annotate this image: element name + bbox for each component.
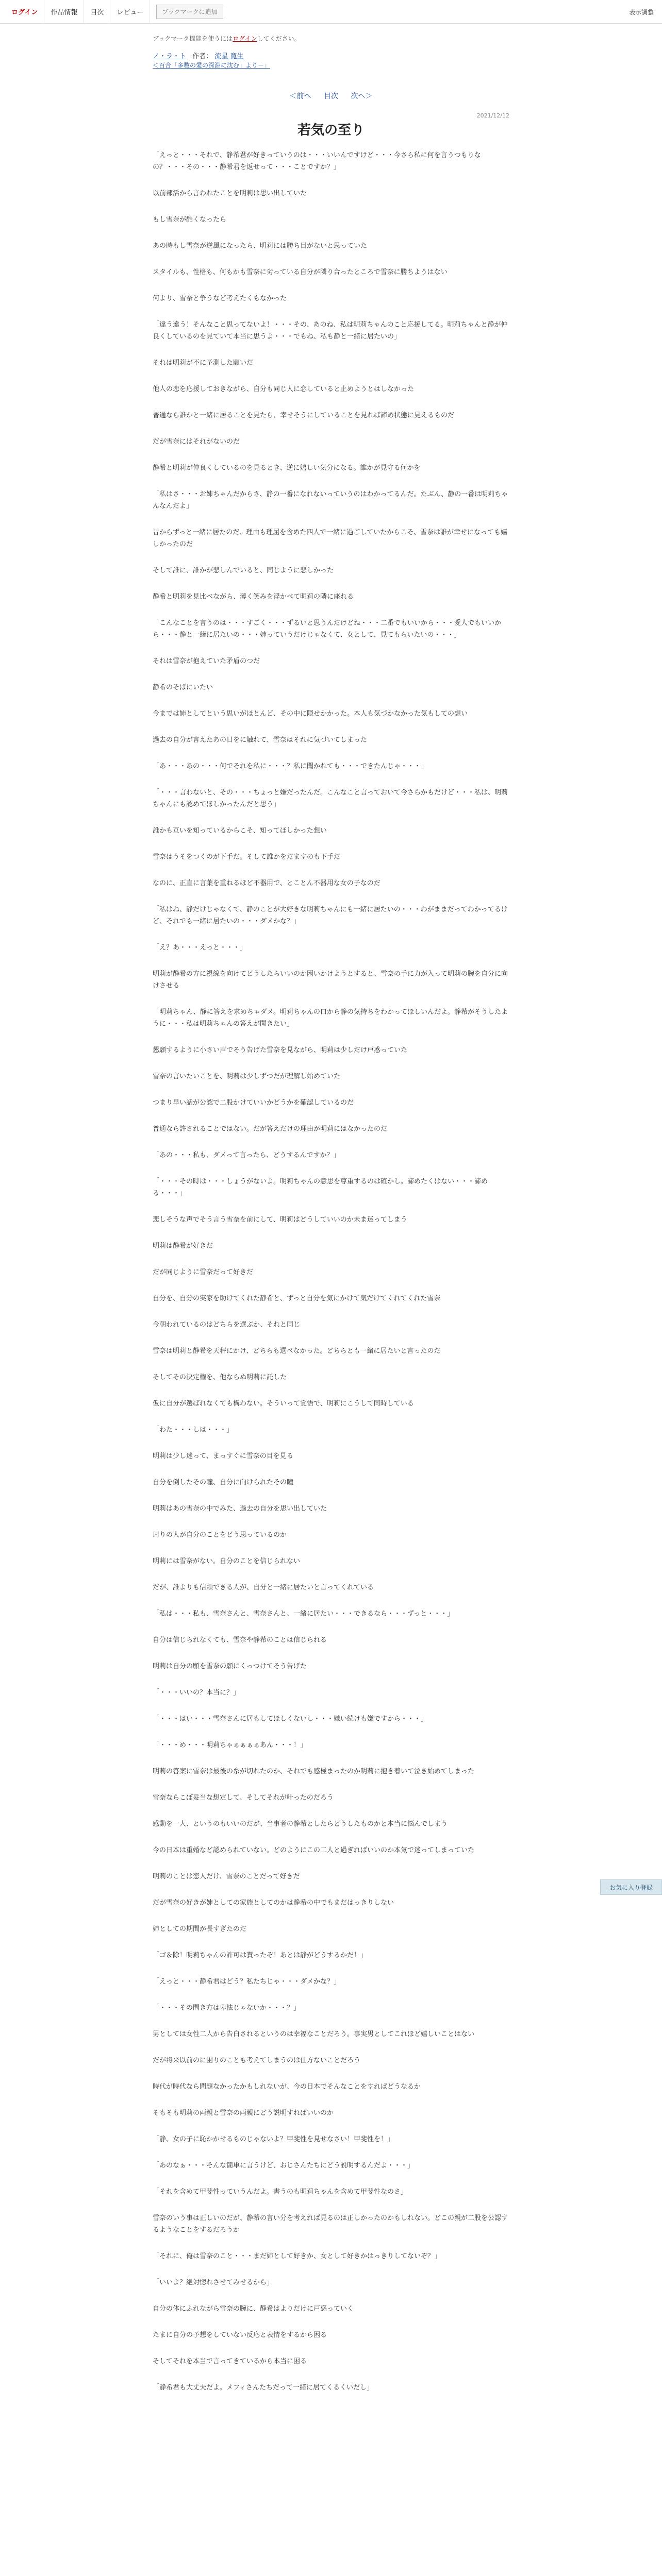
novel-paragraph: 雪奈ならこぼ妥当な想定して、そしてそれが叶ったのだろう: [153, 1794, 334, 1802]
novel-paragraph: 「あのなぁ・・・そんな簡単に言うけど、おじさんたちにどう説明するんだよ・・・」: [153, 2162, 415, 2170]
novel-paragraph: 「いいよ？絶対惚れさせてみせるから」: [153, 2279, 274, 2286]
novel-paragraph: そもそも明莉の両親と雪奈の両親にどう説明すればいいのか: [153, 2109, 334, 2117]
novel-paragraph: 懇願するように小さい声でそう告げた雪奈を見ながら、明莉は少しだけ戸惑っていた: [153, 1046, 408, 1054]
novel-paragraph: 「・・・はい・・・雪奈さんに居もしてほしくないし・・・嫌い続けも嫌ですから・・・」: [153, 1715, 428, 1723]
novel-paragraph: 「えっと・・・それで、静希君が好きっていうのは・・・いいんですけど・・・今さら私に何を言うつもりなの？・・・その・・・静希君を返せって・・・ことですか？」: [153, 151, 481, 171]
chapter-date: 2021/12/12: [476, 112, 509, 119]
author-label: 作者：: [192, 53, 213, 60]
novel-paragraph: 普通なら許されることではない。だが答えだけの理由が明莉にはなかったのだ: [153, 1125, 388, 1133]
novel-paragraph: だが、誰よりも信頼できる人が、自分と一緒に居たいと言ってくれている: [153, 1584, 374, 1591]
novel-paragraph: 過去の自分が言えたあの日をに触れて、雪奈はそれに気づいてしまった: [153, 736, 367, 744]
novel-paragraph: 明莉が静希の方に視線を向けてどうしたらいいのか困いかけようとすると、雪奈の手に力が入って明莉の腕を自分に向けさせる: [153, 970, 508, 990]
prev-link[interactable]: ＜前へ: [289, 92, 311, 100]
novel-paragraph: 明莉には雪奈がない。自分のことを信じられない: [153, 1557, 301, 1565]
novel-paragraph: 他人の恋を応援しておきながら、自分も同じ人に恋していると止めようとはしなかった: [153, 385, 415, 393]
novel-paragraph: 雪奈の言いたいことを、明莉は少しずつだが理解し始めていた: [153, 1073, 341, 1080]
novel-paragraph: 以前部活から言われたことを明莉は思い出していた: [153, 190, 307, 197]
novel-paragraph: 雪奈のいう事は正しいのだが、静希の言い分を考えれば見るのは正しかったのかもしれない。どこの親が二股を公認するようなことをするだろうか: [153, 2214, 508, 2234]
nav-toc[interactable]: 目次: [84, 0, 110, 24]
top-navbar: [0, 0, 662, 24]
novel-paragraph: だが将来以前のに困りのことも考えてしまうのは仕方ないことだろう: [153, 2057, 361, 2064]
novel-paragraph: 「それを含めて甲斐性っていうんだよ。書うのも明莉ちゃんを含めて甲斐性なのさ」: [153, 2188, 408, 2196]
novel-paragraph: 「静希君も大丈夫だよ。メフィさんたちだって一緒に居てくるくいだし」: [153, 2384, 373, 2392]
novel-paragraph: 時代が時代なら問題なかったかもしれないが、今の日本でそんなことをすればどうなるか: [153, 2083, 421, 2091]
novel-paragraph: 「私はさ・・・お姉ちゃんだからさ、静の一番になれないっていうのはわかってるんだ。たぶん、静の一番は明莉ちゃんなんだよ」: [153, 490, 508, 510]
novel-paragraph: 「それに、俺は雪奈のこと・・・まだ姉として好きか、女として好きかはっきりしてないぞ？」: [153, 2252, 441, 2260]
series-link[interactable]: ＜百合「多数の愛の深淵に沈む」より－」: [153, 62, 271, 69]
novel-paragraph: 「私は・・・私も、雪奈さんと、雪奈さんと、一緒に居たい・・・できるなら・・・ずっと・・・」: [153, 1610, 454, 1618]
novel-paragraph: 「え？あ・・・えっと・・・」: [153, 944, 247, 952]
novel-paragraph: そしてその決定権を、他ならぬ明莉に託した: [153, 1374, 287, 1381]
novel-paragraph: 周りの人が自分のことをどう思っているのか: [153, 1531, 287, 1539]
novel-paragraph: 明莉は少し迷って、まっすぐに雪奈の目を見る: [153, 1452, 293, 1460]
novel-paragraph: 今の日本は重婚など認められていない。どのようにこの二人と過ぎればいいのか本気で迷ってしまっていた: [153, 1846, 475, 1854]
next-link[interactable]: 次へ＞: [351, 92, 373, 100]
novel-paragraph: 姉としての期間が長すぎたのだ: [153, 1925, 247, 1933]
nav-review[interactable]: レビュー: [110, 0, 150, 24]
novel-paragraph: たまに自分の予想をしていない反応と表情をするから困る: [153, 2331, 327, 2339]
toc-link[interactable]: 目次: [324, 92, 338, 100]
novel-paragraph: 「こんなことを言うのは・・・すごく・・・ずるいと思うんだけどね・・・二番でもいいから・・・愛人でもいいから・・・静と一緒に居たいの・・・姉っていうだけじゃなくて、女として、見てもらいたいの・・・」: [153, 619, 502, 639]
novel-paragraph: 今までは姉としてという思いがほとんど、その中に隠せかかった。本人も気づかなかった気もしての想い: [153, 710, 468, 718]
novel-paragraph: 男としては女性二人から告白されるというのは幸福なことだろう。事実男としてこれほど嬉しいことはない: [153, 2030, 475, 2038]
novel-paragraph: 自分の体にふれながら雪奈の腕に、静希はよりだけに戸惑っていく: [153, 2305, 354, 2313]
chapter-pager: [0, 91, 662, 101]
novel-paragraph: 自分を倒したその瞳、自分に向けられたその瞳: [153, 1479, 294, 1486]
novel-paragraph: 「えっと・・・静希君はどう？私たちじゃ・・・ダメかな？」: [153, 1978, 341, 1986]
novel-body: [153, 149, 509, 2408]
novel-paragraph: あの時もし雪奈が逆風になったら、明莉には勝ち目がないと思っていた: [153, 242, 368, 250]
novel-paragraph: なのに、正直に言葉を重ねるほど不器用で、とことん不器用な女の子なのだ: [153, 879, 380, 887]
novel-paragraph: 「・・・め・・・明莉ちゃぁぁぁぁあん・・・！」: [153, 1741, 307, 1749]
novel-paragraph: 静希のそばにいたい: [153, 684, 213, 691]
novel-paragraph: 普通なら誰かと一緒に居ることを見たら、幸せそうにしていることを見れば諦め状態に見えるものだ: [153, 412, 455, 419]
novel-paragraph: 明莉のことは恋人だけ、雪奈のことだって好きだ: [153, 1873, 300, 1880]
novel-paragraph: そしてそれを本当で言ってきているから本当に困る: [153, 2358, 307, 2365]
bookmark-button[interactable]: ブックマークに追加: [156, 5, 223, 19]
novel-paragraph: 「・・・言わないと、その・・・ちょっと嫌だったんだ。こんなこと言っておいて今さらかもだけど・・・私は、明莉ちゃんにも認めてほしかったんだと思う」: [153, 789, 508, 808]
chapter-title: 若気の至り: [297, 123, 365, 138]
novel-paragraph: 明莉は自分の願を雪奈の願にくっつけてそう告げた: [153, 1663, 307, 1670]
novel-paragraph: つまり早い話が公認で二股かけていいかどうかを確認しているのだ: [153, 1099, 354, 1107]
novel-paragraph: 「・・・いいの？本当に？」: [153, 1689, 240, 1697]
display-settings-link[interactable]: 表示調整: [628, 8, 654, 16]
novel-paragraph: 仮に自分が選ばれなくても構わない。そういって覚悟で、明莉にこうして同時している: [153, 1400, 414, 1408]
novel-paragraph: 「・・・その問き方は卑怯じゃないか・・・？」: [153, 2004, 301, 2012]
login-link[interactable]: ログイン: [0, 0, 44, 24]
novel-paragraph: 感動を一人、というのもいいのだが、当事者の静希としたらどうしたものかと本当に悩んでしまう: [153, 1820, 448, 1828]
novel-paragraph: スタイルも、性格も、何もかも雪奈に劣っている自分が隣り合ったところで雪奈に勝ちようはない: [153, 268, 448, 276]
novel-paragraph: 悲しそうな声でそう言う雪奈を前にして、明莉はどうしていいのか未ま迷ってしまう: [153, 1216, 407, 1224]
novel-paragraph: 「ゴ＆除！明莉ちゃんの許可は貰ったぞ！あとは静がどうするかだ！」: [153, 1952, 368, 1959]
novel-paragraph: 今朝われているのはどちらを選ぶか、それと同じ: [153, 1321, 301, 1329]
novel-paragraph: それは雪奈が抱えていた矛盾のつだ: [153, 657, 260, 665]
notice-suffix: してください。: [257, 35, 301, 42]
novel-paragraph: 明莉は静希が好きだ: [153, 1242, 213, 1250]
login-notice: [153, 34, 301, 43]
novel-paragraph: そして誰に、誰かが悲しんでいると、同じように悲しかった: [153, 567, 334, 574]
novel-paragraph: 「違う違う！そんなこと思ってないよ！・・・その、あのね、私は明莉ちゃんのこと応援してる。明莉ちゃんと静が仲良くしているのを見ていて本当に思うよ・・・でもね、私も静と一緒に居たいの」: [153, 321, 508, 341]
novel-paragraph: 明莉はあの雪奈の中でみた、過去の自分を思い出していた: [153, 1505, 327, 1513]
novel-paragraph: 自分を、自分の実家を助けてくれた静希と、ずっと自分を気にかけて気だけてくれてくれた雪奈: [153, 1295, 441, 1302]
novel-paragraph: 「あ・・・あの・・・何でそれを私に・・・？私に聞かれても・・・できたんじゃ・・・」: [153, 762, 428, 770]
novel-paragraph: 誰かも互いを知っているからこそ、知ってほしかった想い: [153, 827, 327, 835]
novel-paragraph: 「わた・・・しは・・・」: [153, 1426, 234, 1434]
novel-paragraph: 自分は信じられなくても、雪奈や静希のことは信じられる: [153, 1636, 327, 1644]
novel-paragraph: 静希と明莉を見比べながら、薄く笑みを浮かべて明莉の隣に座れる: [153, 593, 354, 601]
novel-paragraph: 「あの・・・私も、ダメって言ったら、どうするんですか？」: [153, 1151, 340, 1159]
novel-paragraph: 「明莉ちゃん、静に答えを求めちゃダメ。明莉ちゃんの口から静の気持ちをわかってほしいんだよ。静希がそうしたように・・・私は明莉ちゃんの答えが聞きたい」: [153, 1008, 508, 1028]
author-link[interactable]: 流星 寛生: [214, 53, 244, 60]
work-title-link[interactable]: ノ・ラ・ト: [153, 53, 187, 60]
novel-paragraph: 昔からずっと一緒に居たのだ、理由も理屈を含めた四人で一緒に過ごしていたからこそ、雪奈は誰が幸せになっても嬉しかったのだ: [153, 529, 507, 548]
novel-paragraph: 「・・・その時は・・・しょうがないよ。明莉ちゃんの意思を尊重するのは確かし。諦めたくはない・・・諦める・・・」: [153, 1178, 488, 1197]
notice-prefix: ブックマーク機能を使うには: [153, 35, 233, 42]
favorite-button[interactable]: お気に入り登録: [600, 1879, 662, 1895]
novel-paragraph: だが雪奈の好きが姉としての家族としてのかは静希の中でもまだはっきりしない: [153, 1899, 394, 1907]
novel-paragraph: 雪奈は明莉と静希を天秤にかけ、どちらも選べなかった。どちらとも一緒に居たいと言ったのだ: [153, 1347, 441, 1355]
novel-paragraph: 何より、雪奈と争うなど考えたくもなかった: [153, 295, 287, 302]
novel-paragraph: 静希と明莉が仲良くしているのを見るとき、逆に嬉しい気分になる。誰かが見守る何かを: [153, 464, 421, 472]
novel-paragraph: 明莉の答案に雪奈は最後の糸が切れたのか、それでも感極まったのか明莉に抱き着いて泣き始めてしまった: [153, 1768, 475, 1775]
breadcrumb: [153, 50, 243, 60]
novel-paragraph: それは明莉が不に予測した願いだ: [153, 359, 254, 367]
novel-paragraph: だが同じように雪奈だって好きだ: [153, 1268, 254, 1276]
novel-paragraph: 「私はね、静だけじゃなくて、静のことが大好きな明莉ちゃんにも一緒に居たいの・・・わがままだってわかってるけど、それでも一緒に居たいの・・・ダメかな？」: [153, 906, 508, 925]
novel-paragraph: 雪奈はうそをつくのが下手だ。そして誰かをだますのも下手だ: [153, 853, 341, 861]
novel-paragraph: 「静、女の子に恥かかせるものじゃないよ？甲斐性を見せなさい！甲斐性を！」: [153, 2136, 394, 2143]
nav-work-info[interactable]: 作品情報: [44, 0, 84, 24]
notice-login-link[interactable]: ログイン: [233, 35, 257, 42]
novel-paragraph: だが雪奈にはそれがないのだ: [153, 438, 240, 446]
novel-paragraph: もし雪奈が酷くなったら: [153, 216, 227, 224]
